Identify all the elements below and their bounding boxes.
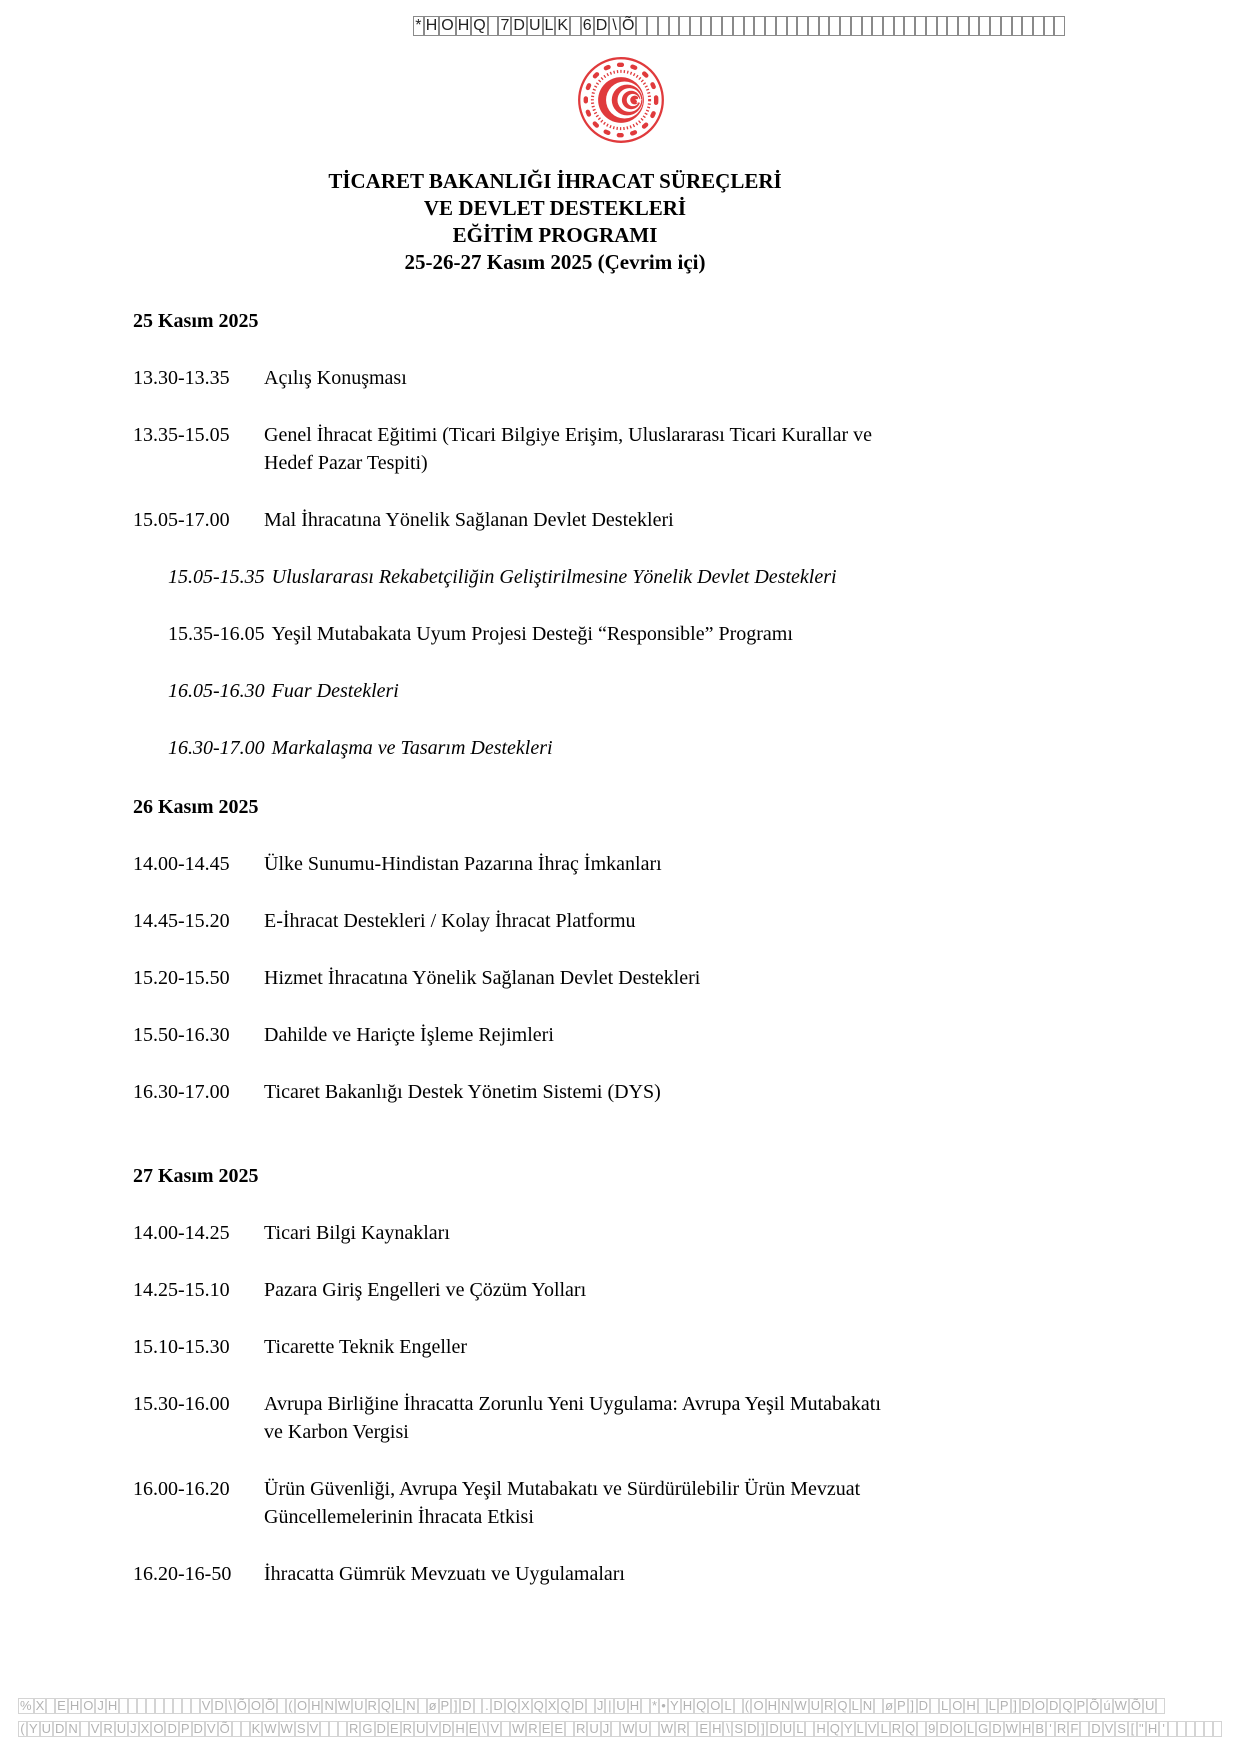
time-range: 16.20-16-50 [133, 1563, 232, 1585]
schedule-row [133, 1276, 1161, 1304]
garbled-header-line: * H O H Q 7 D U L K 6 D \ Õ [413, 16, 1065, 36]
ministry-seal-icon [577, 52, 665, 148]
title-line-2: VE DEVLET DESTEKLERİ [423, 196, 687, 220]
schedule-row [133, 907, 1161, 935]
day-header-25-kasim: 25 Kasım 2025 [133, 310, 259, 332]
schedule [133, 307, 1161, 1588]
session-title: Yeşil Mutabakata Uyum Projesi Desteği “Responsible” Programı [271, 623, 793, 645]
title-line-4: 25-26-27 Kasım 2025 (Çevrim içi) [404, 250, 706, 274]
session-title: E-İhracat Destekleri / Kolay İhracat Platformu [264, 910, 636, 932]
schedule-subrow [168, 563, 1161, 591]
session-title: Ticaret Bakanlığı Destek Yönetim Sistemi (DYS) [264, 1081, 661, 1103]
schedule-row [133, 364, 1161, 392]
session-title: Hizmet İhracatına Yönelik Sağlanan Devlet Destekleri [264, 967, 701, 989]
schedule-row [133, 1560, 1161, 1588]
time-range: 16.30-17.00 [168, 737, 265, 759]
day-header-27-kasim: 27 Kasım 2025 [133, 1165, 259, 1187]
time-range: 14.00-14.45 [133, 853, 230, 875]
time-range: 15.05-15.35 [168, 566, 265, 588]
schedule-subrow [168, 620, 1161, 648]
schedule-row [133, 1475, 1161, 1531]
time-range: 16.05-16.30 [168, 680, 265, 702]
session-title: Ülke Sunumu-Hindistan Pazarına İhraç İmkanları [264, 853, 662, 875]
day-header-26-kasim: 26 Kasım 2025 [133, 796, 259, 818]
session-title: İhracatta Gümrük Mevzuatı ve Uygulamaları [264, 1563, 625, 1585]
session-title: Ticarette Teknik Engeller [264, 1336, 467, 1358]
time-range: 16.00-16.20 [133, 1478, 230, 1500]
time-range: 15.35-16.05 [168, 623, 265, 645]
time-range: 16.30-17.00 [133, 1081, 230, 1103]
session-title: Pazara Giriş Engelleri ve Çözüm Yolları [264, 1279, 587, 1301]
time-range: 15.20-15.50 [133, 967, 230, 989]
time-range: 14.25-15.10 [133, 1279, 230, 1301]
session-title: Fuar Destekleri [271, 680, 399, 702]
schedule-row [133, 850, 1161, 878]
garbled-footer-line-2: ( Y U D N V R U J X O D P D V Õ K W W S V R G D E R U V D H E \ V W R E E R U J W U W R E H \ S D ] D U L H Q Y L V L R Q 9 D O L G D W H B ' R F D V S [ " H ' [18, 1721, 1222, 1737]
schedule-row [133, 1390, 1161, 1446]
schedule-row [133, 421, 1161, 477]
time-range: 13.35-15.05 [133, 424, 230, 446]
session-title: Markalaşma ve Tasarım Destekleri [271, 737, 553, 759]
schedule-row [133, 1078, 1161, 1106]
time-range: 15.10-15.30 [133, 1336, 230, 1358]
session-title: Dahilde ve Hariçte İşleme Rejimleri [264, 1024, 554, 1046]
time-range: 13.30-13.35 [133, 367, 230, 389]
session-title: Uluslararası Rekabetçiliğin Geliştirilmesine Yönelik Devlet Destekleri [271, 566, 837, 588]
document-title [140, 168, 970, 276]
garbled-footer-line-1: % X E H O J H V D \ Õ O Õ ( O H N W U R Q L N ø P ] D . D Q X Q X Q D J | U H * • Y H Q O L ( O H N W U R Q L N ø P ] D L O H L P ] D O D Q P Õ ú W Õ U [18, 1698, 1165, 1714]
session-title: Ticari Bilgi Kaynakları [264, 1222, 450, 1244]
schedule-row [133, 1219, 1161, 1247]
time-range: 14.45-15.20 [133, 910, 230, 932]
time-range: 14.00-14.25 [133, 1222, 230, 1244]
session-title: Açılış Konuşması [264, 367, 407, 389]
title-line-1: TİCARET BAKANLIĞI İHRACAT SÜREÇLERİ [328, 169, 782, 193]
time-range: 15.05-17.00 [133, 509, 230, 531]
schedule-row [133, 1021, 1161, 1049]
time-range: 15.30-16.00 [133, 1393, 230, 1415]
title-line-3: EĞİTİM PROGRAMI [452, 223, 658, 247]
schedule-row [133, 506, 1161, 534]
schedule-subrow [168, 734, 1161, 762]
time-range: 15.50-16.30 [133, 1024, 230, 1046]
schedule-row [133, 964, 1161, 992]
session-title: Genel İhracat Eğitimi (Ticari Bilgiye Erişim, Uluslararası Ticari Kurallar ve Hedef Pazar Tespiti) [264, 424, 872, 474]
session-title: Mal İhracatına Yönelik Sağlanan Devlet Destekleri [264, 509, 674, 531]
schedule-subrow [168, 677, 1161, 705]
session-title: Avrupa Birliğine İhracatta Zorunlu Yeni Uygulama: Avrupa Yeşil Mutabakatı ve Karbon Vergisi [264, 1393, 881, 1443]
schedule-row [133, 1333, 1161, 1361]
session-title: Ürün Güvenliği, Avrupa Yeşil Mutabakatı ve Sürdürülebilir Ürün Mevzuat Güncellemelerinin İhracata Etkisi [264, 1478, 861, 1528]
